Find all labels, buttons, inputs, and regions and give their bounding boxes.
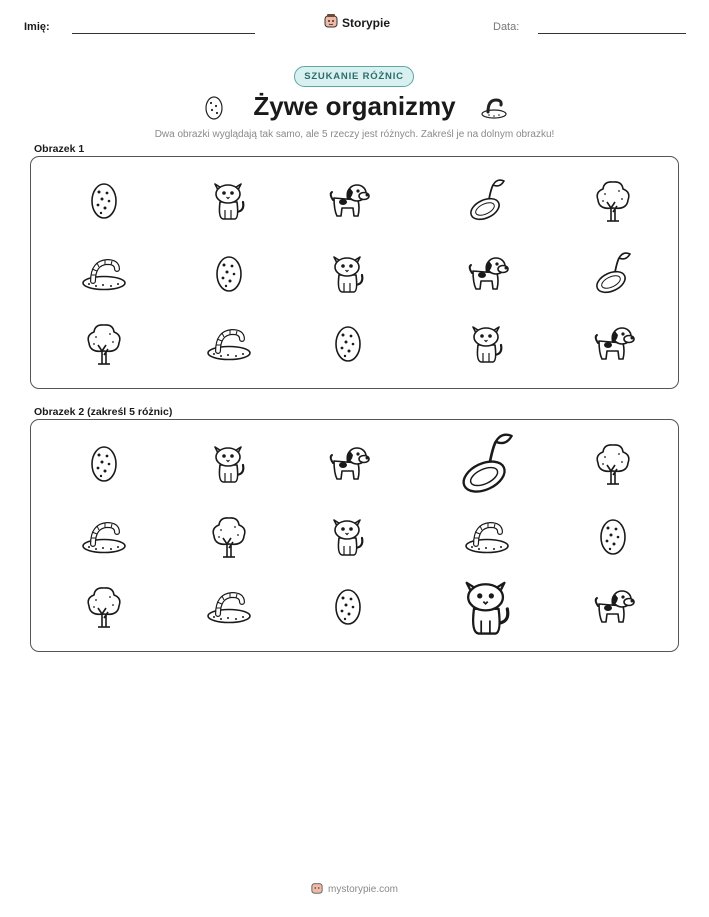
activity-badge: SZUKANIE RÓŻNIC [294,66,414,87]
worm-icon [79,248,129,298]
instructions: Dwa obrazki wyglądają tak samo, ale 5 rzeczy jest różnych. Zakreśl je na dolnym obrazku! [154,129,555,140]
tree-icon[interactable] [79,581,129,631]
storypie-mascot-icon [311,881,323,898]
seed-sprout-icon [588,248,638,298]
date-line[interactable] [538,33,686,34]
footer [0,881,709,898]
worm-icon[interactable] [79,511,129,561]
egg-icon [79,175,129,225]
egg-icon[interactable] [588,511,638,561]
egg-icon[interactable] [79,438,129,488]
egg-icon[interactable] [323,581,373,631]
cat-icon [323,248,373,298]
footer-site: mystorypie.com [327,884,398,895]
seed-sprout-icon[interactable] [457,433,517,493]
tree-icon [588,175,638,225]
brand-logo [324,13,390,32]
page-title: Żywe organizmy [253,91,456,121]
cat-icon [462,318,512,368]
date-label: Data: [493,21,520,33]
name-label: Imię: [24,21,50,33]
dog-icon [323,175,373,225]
dog-icon[interactable] [588,581,638,631]
tree-icon [79,318,129,368]
cat-icon [204,175,254,225]
seed-sprout-icon [462,175,512,225]
egg-icon [323,318,373,368]
brand-name: Storypie [342,15,391,30]
tree-icon[interactable] [588,438,638,488]
cat-icon[interactable] [457,576,517,636]
name-line[interactable] [72,33,255,34]
picture2-frame[interactable] [30,419,679,652]
dog-icon[interactable] [323,438,373,488]
picture1-label: Obrazek 1 [34,143,85,155]
cat-icon[interactable] [204,438,254,488]
tree-icon[interactable] [204,511,254,561]
picture2-label: Obrazek 2 (zakreśl 5 różnic) [34,406,173,418]
egg-icon [204,248,254,298]
worm-icon [204,318,254,368]
dog-icon [462,248,512,298]
worm-icon[interactable] [462,511,512,561]
picture1-frame [30,156,679,389]
cat-icon[interactable] [323,511,373,561]
worm-icon [480,95,508,124]
storypie-mascot-icon [324,13,338,32]
worm-icon[interactable] [204,581,254,631]
dog-icon [588,318,638,368]
